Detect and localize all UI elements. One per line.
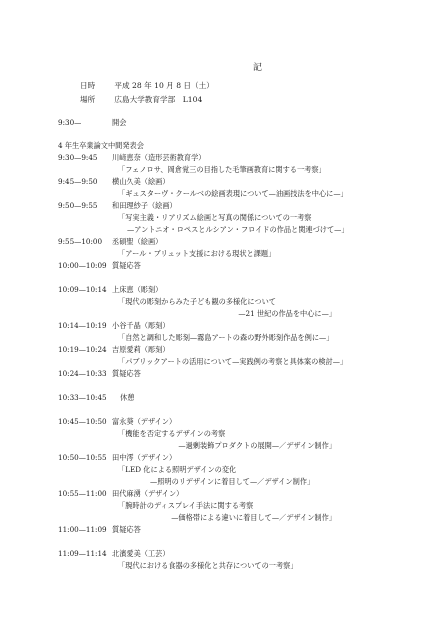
schedule-time: 10:19—10:24 — [58, 345, 107, 354]
talk-subtitle: —過剰装飾プロダクトの展開—／デザイン制作」 — [178, 441, 336, 450]
talk-title: 「ギュスターヴ・クールベの絵画表現について—油画技法を中心に—」 — [118, 189, 348, 198]
talk-subtitle: —価格帯による違いに着目して—／デザイン制作」 — [171, 513, 336, 522]
presenter-name: 川﨑恵奈（造形芸術教育学） — [112, 153, 206, 162]
date-label: 日時 — [80, 81, 96, 90]
talk-title: 「パブリックアートの活用について—実践例の考察と具体案の検討—」 — [118, 357, 348, 366]
date-value: 平成 28 年 10 月 8 日（土） — [114, 81, 214, 90]
schedule-time: 9:30—9:45 — [58, 153, 98, 162]
qa-time: 10:00—10:09 — [58, 261, 107, 270]
talk-subtitle: —アントニオ・ロペスとルシアン・フロイドの作品と関連づけて—」 — [127, 225, 349, 234]
opening-time: 9:30— — [58, 118, 82, 127]
presenter-name: 北濱愛美（工芸） — [112, 549, 170, 558]
place-row — [80, 94, 202, 105]
talk-title: 「腕時計のディスプレイ手法に関する考察 — [118, 501, 254, 510]
talk-title: 「自然と調和した彫刻—霧島アートの森の野外彫刻作品を例に—」 — [118, 333, 334, 342]
presenter-name: 横山久美（絵画） — [112, 177, 170, 186]
schedule-time: 10:50—10:55 — [58, 453, 107, 462]
presenter-name: 上床恵（彫刻） — [112, 285, 163, 294]
qa-label: 質疑応答 — [112, 525, 141, 534]
date-row — [80, 80, 214, 91]
qa-time: 11:00—11:09 — [58, 525, 107, 534]
place-value: 広島大学教育学部 L104 — [114, 95, 203, 104]
presenter-name: 小谷千晶（彫刻） — [112, 321, 170, 330]
schedule-time: 9:55—10:00 — [58, 237, 103, 246]
schedule-time: 10:14—10:19 — [58, 321, 107, 330]
presenter-name: 和田理紗子（絵画） — [112, 201, 177, 210]
talk-subtitle: —照明のリデザインに着目して—／デザイン制作」 — [150, 477, 315, 486]
schedule-time: 9:50—9:55 — [58, 201, 98, 210]
presenter-name: 田代麻湧（デザイン） — [112, 489, 184, 498]
opening-label: 開会 — [112, 118, 127, 127]
schedule-time: 10:45—10:50 — [58, 417, 107, 426]
talk-title: 「写実主義・リアリズム絵画と写真の関係についての一考察 — [118, 213, 312, 222]
talk-title: 「アール・ブリュット支援における現状と課題」 — [118, 249, 276, 258]
break-time: 10:33—10:45 — [58, 393, 107, 402]
schedule-time: 10:55—11:00 — [58, 489, 107, 498]
schedule-time: 11:09—11:14 — [58, 549, 107, 558]
section-title: 4 年生卒業論文中間発表会 — [58, 141, 144, 150]
break-label: 休憩 — [120, 393, 135, 402]
talk-title: 「フェノロサ、岡倉覚三の目指した毛筆画教育に関する一考察」 — [118, 165, 326, 174]
presenter-name: 田中澪（デザイン） — [112, 453, 177, 462]
talk-subtitle: —21 世紀の作品を中心に—」 — [238, 309, 336, 318]
talk-title: 「現代における食器の多様化と共存についての一考察」 — [118, 561, 298, 570]
presenter-name: 吉原愛莉（彫刻） — [112, 345, 170, 354]
qa-label: 質疑応答 — [112, 261, 141, 270]
talk-title: 「現代の彫刻からみた子ども観の多様化について — [118, 297, 276, 306]
place-label: 場所 — [80, 95, 96, 104]
presenter-name: 富永葵（デザイン） — [112, 417, 177, 426]
qa-time: 10:24—10:33 — [58, 369, 107, 378]
schedule-time: 9:45—9:50 — [58, 177, 98, 186]
talk-title: 「機能を否定するデザインの考察 — [118, 429, 226, 438]
presenter-name: 丞碩聖（絵画） — [112, 237, 163, 246]
document-heading: 記 — [253, 63, 263, 73]
qa-label: 質疑応答 — [112, 369, 141, 378]
schedule-time: 10:09—10:14 — [58, 285, 107, 294]
talk-title: 「LED 化による照明デザインの変化 — [118, 465, 237, 474]
